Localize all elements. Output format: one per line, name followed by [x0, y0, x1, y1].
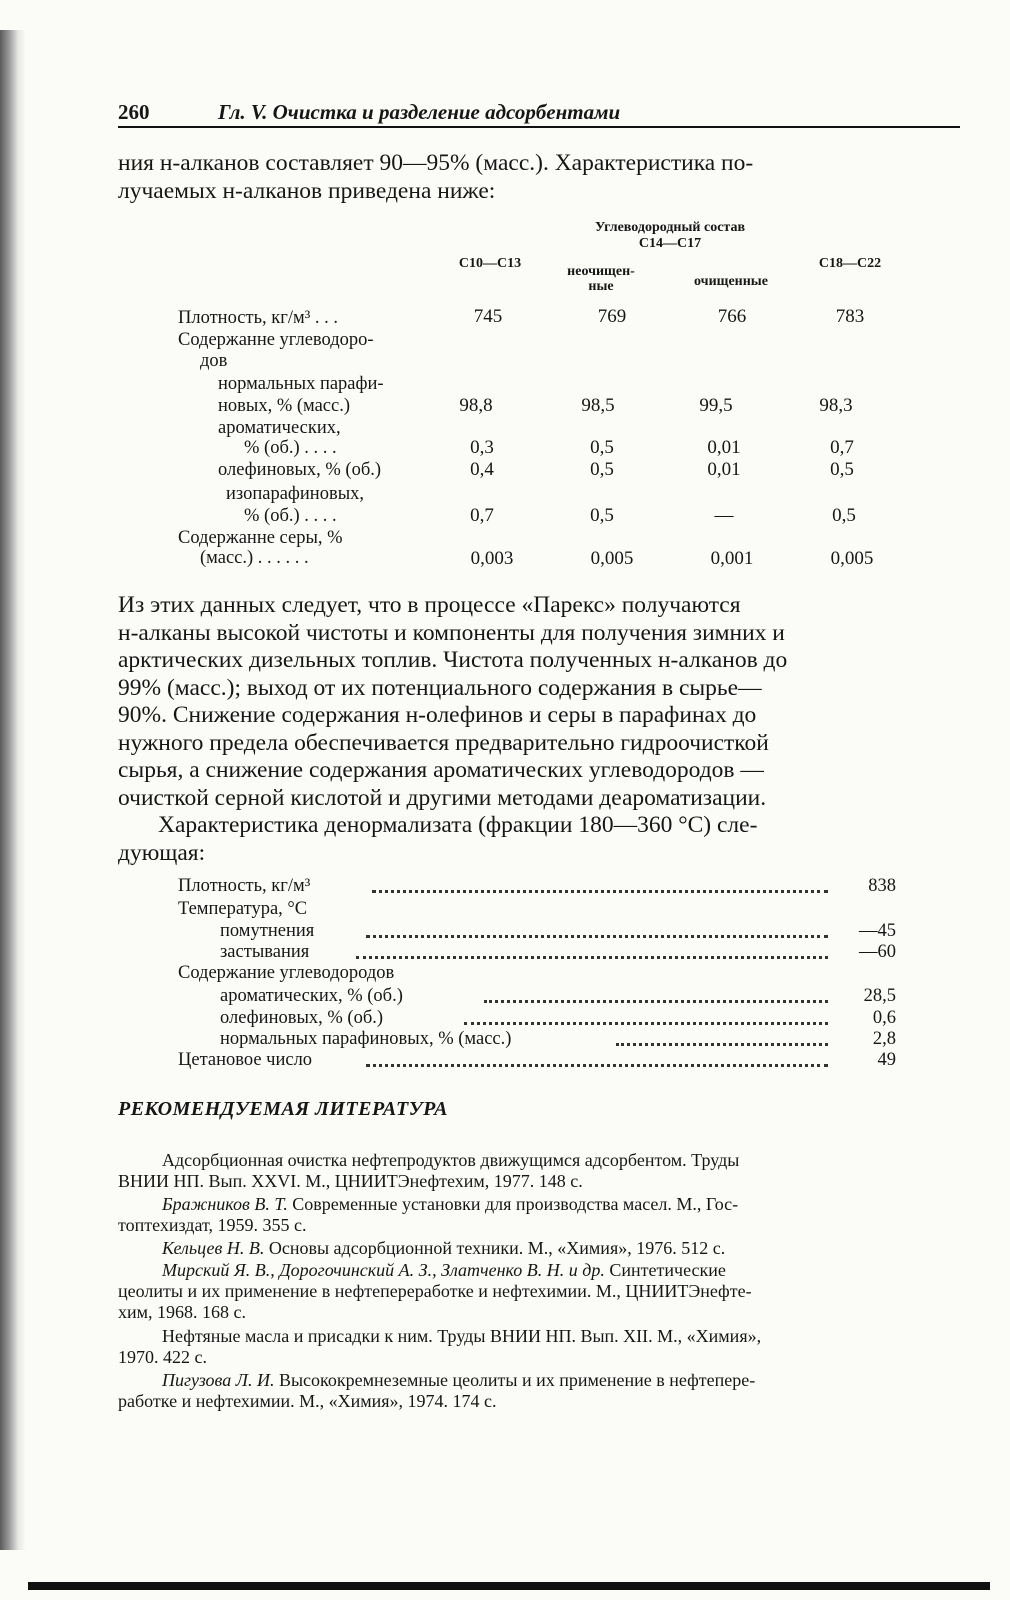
table-cell: 0,01 — [707, 459, 741, 480]
list-item-label: Плотность, кг/м³ — [178, 876, 311, 896]
table-row-label: (масс.) . . . . . . — [200, 548, 309, 568]
list-item-label: нормальных парафиновых, % (масс.) — [220, 1029, 512, 1049]
running-title: Гл. V. Очистка и разделение адсорбентами — [218, 100, 621, 124]
table-cell: 0,5 — [590, 505, 614, 526]
table-cell: 98,8 — [459, 395, 493, 416]
list-item-label: Температура, °С — [178, 899, 308, 919]
dot-leader — [356, 954, 828, 959]
reference-author: Кельцев Н. В. — [162, 1238, 265, 1258]
table-col-unrefined: неочищен-ные — [567, 264, 635, 294]
table-cell: 0,01 — [707, 437, 741, 458]
reference-item — [118, 1194, 958, 1236]
reference-line: Синтетические — [604, 1260, 726, 1280]
intro-paragraph — [118, 150, 960, 205]
reference-line: Нефтяные масла и присадки к ним. Труды ВНИИ НП. Вып. XII. М., «Химия», — [162, 1326, 762, 1346]
reference-item — [118, 1370, 958, 1412]
table-group-sub: C14—C17 — [638, 236, 702, 251]
dot-leader — [464, 1020, 828, 1025]
reference-line: Современные установки для производства масел. М., Гос- — [287, 1194, 739, 1214]
table-cell: 0,001 — [710, 548, 754, 569]
table-row-label: нормальных парафи- — [218, 374, 384, 394]
scan-edge-shadow — [0, 30, 26, 1550]
text-line: 99% (масс.); выход от их потенциального содержания в сырье— — [118, 674, 762, 701]
reference-line: цеолиты и их применение в нефтепереработке и нефтехимии. М., ЦНИИТЭнефте- — [118, 1281, 752, 1301]
table-row-label: дов — [200, 351, 228, 371]
table-cell: 0,005 — [830, 548, 874, 569]
reference-author: Бражников В. Т. — [162, 1194, 288, 1214]
page-header — [118, 98, 960, 128]
list-item-label: застывания — [220, 942, 310, 962]
reference-item — [118, 1238, 958, 1259]
table-cell: 0,005 — [590, 548, 634, 569]
scan-bottom-bar — [28, 1582, 990, 1590]
text-line: очисткой серной кислотой и другими методами деароматизации. — [118, 784, 767, 811]
dot-leader — [366, 933, 828, 938]
table-cell: 0,4 — [470, 459, 494, 480]
table-row-label: Содержанне углеводоро- — [178, 330, 374, 350]
reference-item — [118, 1150, 958, 1192]
table-cell: 783 — [835, 306, 865, 327]
table-cell: — — [714, 505, 734, 526]
table-cell: 99,5 — [699, 395, 733, 416]
list-item-value: 838 — [868, 876, 896, 896]
reference-line: Высококремнеземные цеолиты и их применение в нефтепере- — [274, 1370, 756, 1390]
table-cell: 0,5 — [590, 437, 614, 458]
table-cell: 98,3 — [819, 395, 853, 416]
table-col-c10-c13: C10—C13 — [458, 256, 522, 271]
text-line: 90%. Снижение содержания н-олефинов и серы в парафинах до — [118, 702, 757, 728]
reference-line: Адсорбционная очистка нефтепродуктов движущимся адсорбентом. Труды — [162, 1150, 740, 1170]
table-group-header: Углеводородный состав — [594, 220, 746, 235]
table-cell: 0,7 — [470, 505, 494, 526]
reference-item — [118, 1260, 958, 1323]
dot-leader — [372, 888, 828, 893]
table-cell: 0,5 — [832, 505, 856, 526]
table-cell: 0,003 — [470, 548, 514, 569]
text-line: Из этих данных следует, что в процессе «Парекс» получаются — [118, 592, 741, 618]
list-item-label: Цетановое число — [178, 1050, 313, 1070]
list-item-value: 49 — [877, 1050, 896, 1070]
reference-author: Пигузова Л. И. — [162, 1370, 275, 1390]
dot-leader — [616, 1041, 828, 1046]
list-item-value: —45 — [859, 921, 896, 941]
table-cell: 0,5 — [830, 459, 854, 480]
body-paragraph — [118, 592, 960, 867]
reference-line: топтехиздат, 1959. 355 с. — [118, 1215, 307, 1235]
table-row-label: % (об.) . . . . — [244, 438, 337, 458]
reference-line: хим, 1968. 168 с. — [118, 1302, 247, 1322]
reference-line: Основы адсорбционной техники. М., «Химия», 1976. 512 с. — [264, 1238, 726, 1258]
table-cell: 766 — [717, 306, 747, 327]
table-row-label: Содержанне серы, % — [178, 528, 343, 548]
text-line: нужного предела обеспечивается предварительно гидроочисткой — [118, 729, 769, 756]
table-cell: 769 — [597, 306, 627, 327]
list-item-label: олефиновых, % (об.) — [220, 1008, 384, 1028]
table-row-label: изопарафиновых, — [226, 484, 365, 504]
table-cell: 0,5 — [590, 459, 614, 480]
dot-leader — [366, 1062, 828, 1067]
text-line: лучаемых н-алканов приведена ниже: — [118, 177, 496, 204]
reference-item — [118, 1326, 958, 1368]
list-item-value: —60 — [859, 942, 896, 962]
list-item-value: 0,6 — [872, 1008, 896, 1028]
table-cell: 98,5 — [581, 395, 615, 416]
table-row-label: ароматических, — [218, 418, 341, 438]
table-col-c18-c22: C18—C22 — [818, 256, 882, 271]
dot-leader — [484, 998, 828, 1003]
table-row-label: новых, % (масс.) — [218, 396, 351, 416]
list-item-label: ароматических, % (об.) — [220, 986, 403, 1006]
reference-line: ВНИИ НП. Вып. XXVI. М., ЦНИИТЭнефтехим, 1977. 148 с. — [118, 1171, 583, 1191]
list-item-label: помутнения — [220, 921, 315, 941]
text-line: сырья, а снижение содержания ароматических углеводородов — — [118, 757, 764, 783]
text-line: Характеристика денормализата (фракции 180—360 °С) сле- — [158, 812, 758, 838]
reference-line: 1970. 422 с. — [118, 1347, 207, 1367]
table-row-label: олефиновых, % (об.) — [218, 460, 382, 480]
text-line: дующая: — [118, 839, 206, 866]
reference-line: работке и нефтехимии. М., «Химия», 1974. 174 с. — [118, 1391, 497, 1411]
table-cell: 0,3 — [470, 437, 494, 458]
table-row-label: % (об.) . . . . — [244, 506, 337, 526]
table-cell: 745 — [473, 306, 503, 327]
text-line: арктических дизельных топлив. Чистота полученных н-алканов до — [118, 647, 788, 673]
page-number: 260 — [118, 100, 150, 124]
list-item-value: 28,5 — [863, 986, 896, 1006]
reference-author: Мирский Я. В., Дорогочинский А. З., Златченко В. Н. и др. — [162, 1260, 605, 1280]
literature-title: РЕКОМЕНДУЕМАЯ ЛИТЕРАТУРА — [118, 1098, 448, 1120]
table-col-refined: очищенные — [694, 274, 768, 289]
text-line: н-алканы высокой чистоты и компоненты для получения зимних и — [118, 619, 785, 646]
table-row-label: Плотность, кг/м³ . . . — [178, 308, 338, 328]
list-item-label: Содержание углеводородов — [178, 963, 395, 983]
text-line: ния н-алканов составляет 90—95% (масс.). Характеристика по- — [118, 150, 754, 176]
list-item-value: 2,8 — [872, 1029, 896, 1049]
table-cell: 0,7 — [830, 437, 854, 458]
